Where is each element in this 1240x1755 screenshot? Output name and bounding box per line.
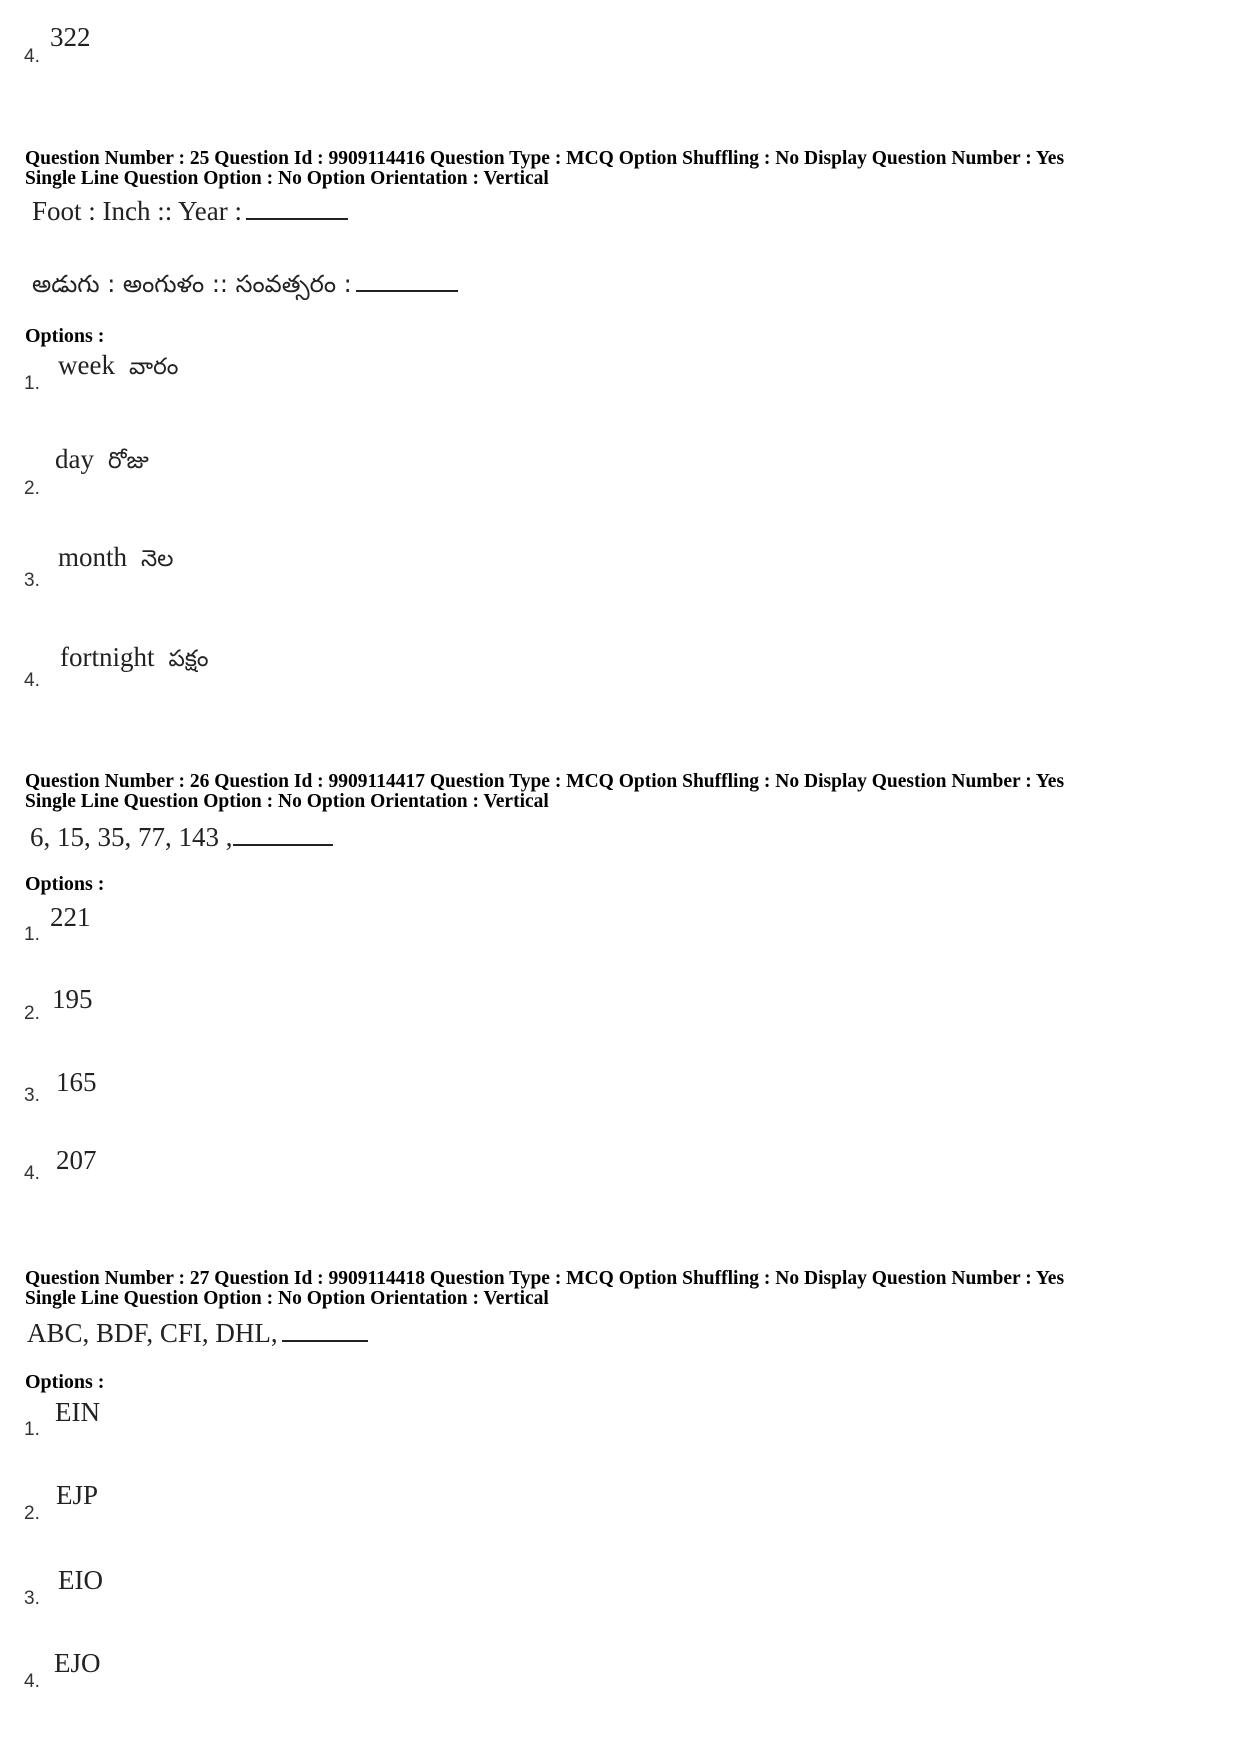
options-label: Options : [25,1371,105,1393]
options-label: Options : [25,325,105,347]
question-stem-telugu [32,268,458,304]
option-text: week వారం [58,350,179,380]
option-number: 4. [24,46,40,67]
stem-text: Foot : Inch :: Year : [32,196,243,226]
option-number: 3. [24,570,40,591]
option-text: 165 [56,1067,97,1097]
option-number: 1. [24,924,40,945]
stem-text: 6, 15, 35, 77, 143 , [30,822,233,852]
option-text: fortnight పక్షం [60,642,209,672]
option-number: 4. [24,1671,40,1692]
question-meta-line-1: Question Number : 25 Question Id : 9909114416 Question Type : MCQ Option Shuffling : No Display Question Number : Yes [25,148,1065,169]
option-text: month నెల [58,542,174,572]
option-number: 1. [24,373,40,394]
option-number: 3. [24,1085,40,1106]
option-text: day రోజు [55,444,149,474]
option-number: 1. [24,1419,40,1440]
option-text: EJP [56,1480,99,1510]
question-meta-line-2: Single Line Question Option : No Option Orientation : Vertical [25,1288,549,1309]
option-number: 3. [24,1588,40,1609]
question-stem [27,1318,368,1349]
option-text: EJO [54,1648,101,1678]
stem-text: ABC, BDF, CFI, DHL, [27,1318,278,1348]
answer-blank [246,196,348,220]
answer-blank [282,1318,368,1342]
option-number: 2. [24,1503,40,1524]
option-number: 2. [24,1003,40,1024]
option-text: 195 [52,984,93,1014]
answer-blank [356,268,458,292]
option-number: 4. [24,670,40,691]
answer-blank [233,822,333,846]
question-meta-line-1: Question Number : 26 Question Id : 9909114417 Question Type : MCQ Option Shuffling : No Display Question Number : Yes [25,771,1065,792]
option-number: 4. [24,1163,40,1184]
question-stem-english [32,196,348,227]
stem-text: అడుగు : అంగుళం :: సంవత్సరం : [32,270,352,298]
options-label: Options : [25,873,105,895]
question-meta-line-2: Single Line Question Option : No Option Orientation : Vertical [25,168,549,189]
option-text: 207 [56,1145,97,1175]
option-text: EIO [58,1565,103,1595]
option-number: 2. [24,478,40,499]
question-stem [30,822,333,853]
question-meta-line-1: Question Number : 27 Question Id : 9909114418 Question Type : MCQ Option Shuffling : No Display Question Number : Yes [25,1268,1065,1289]
option-text: 221 [50,902,91,932]
option-text: 322 [50,22,91,52]
option-text: EIN [55,1397,100,1427]
question-meta-line-2: Single Line Question Option : No Option Orientation : Vertical [25,791,549,812]
